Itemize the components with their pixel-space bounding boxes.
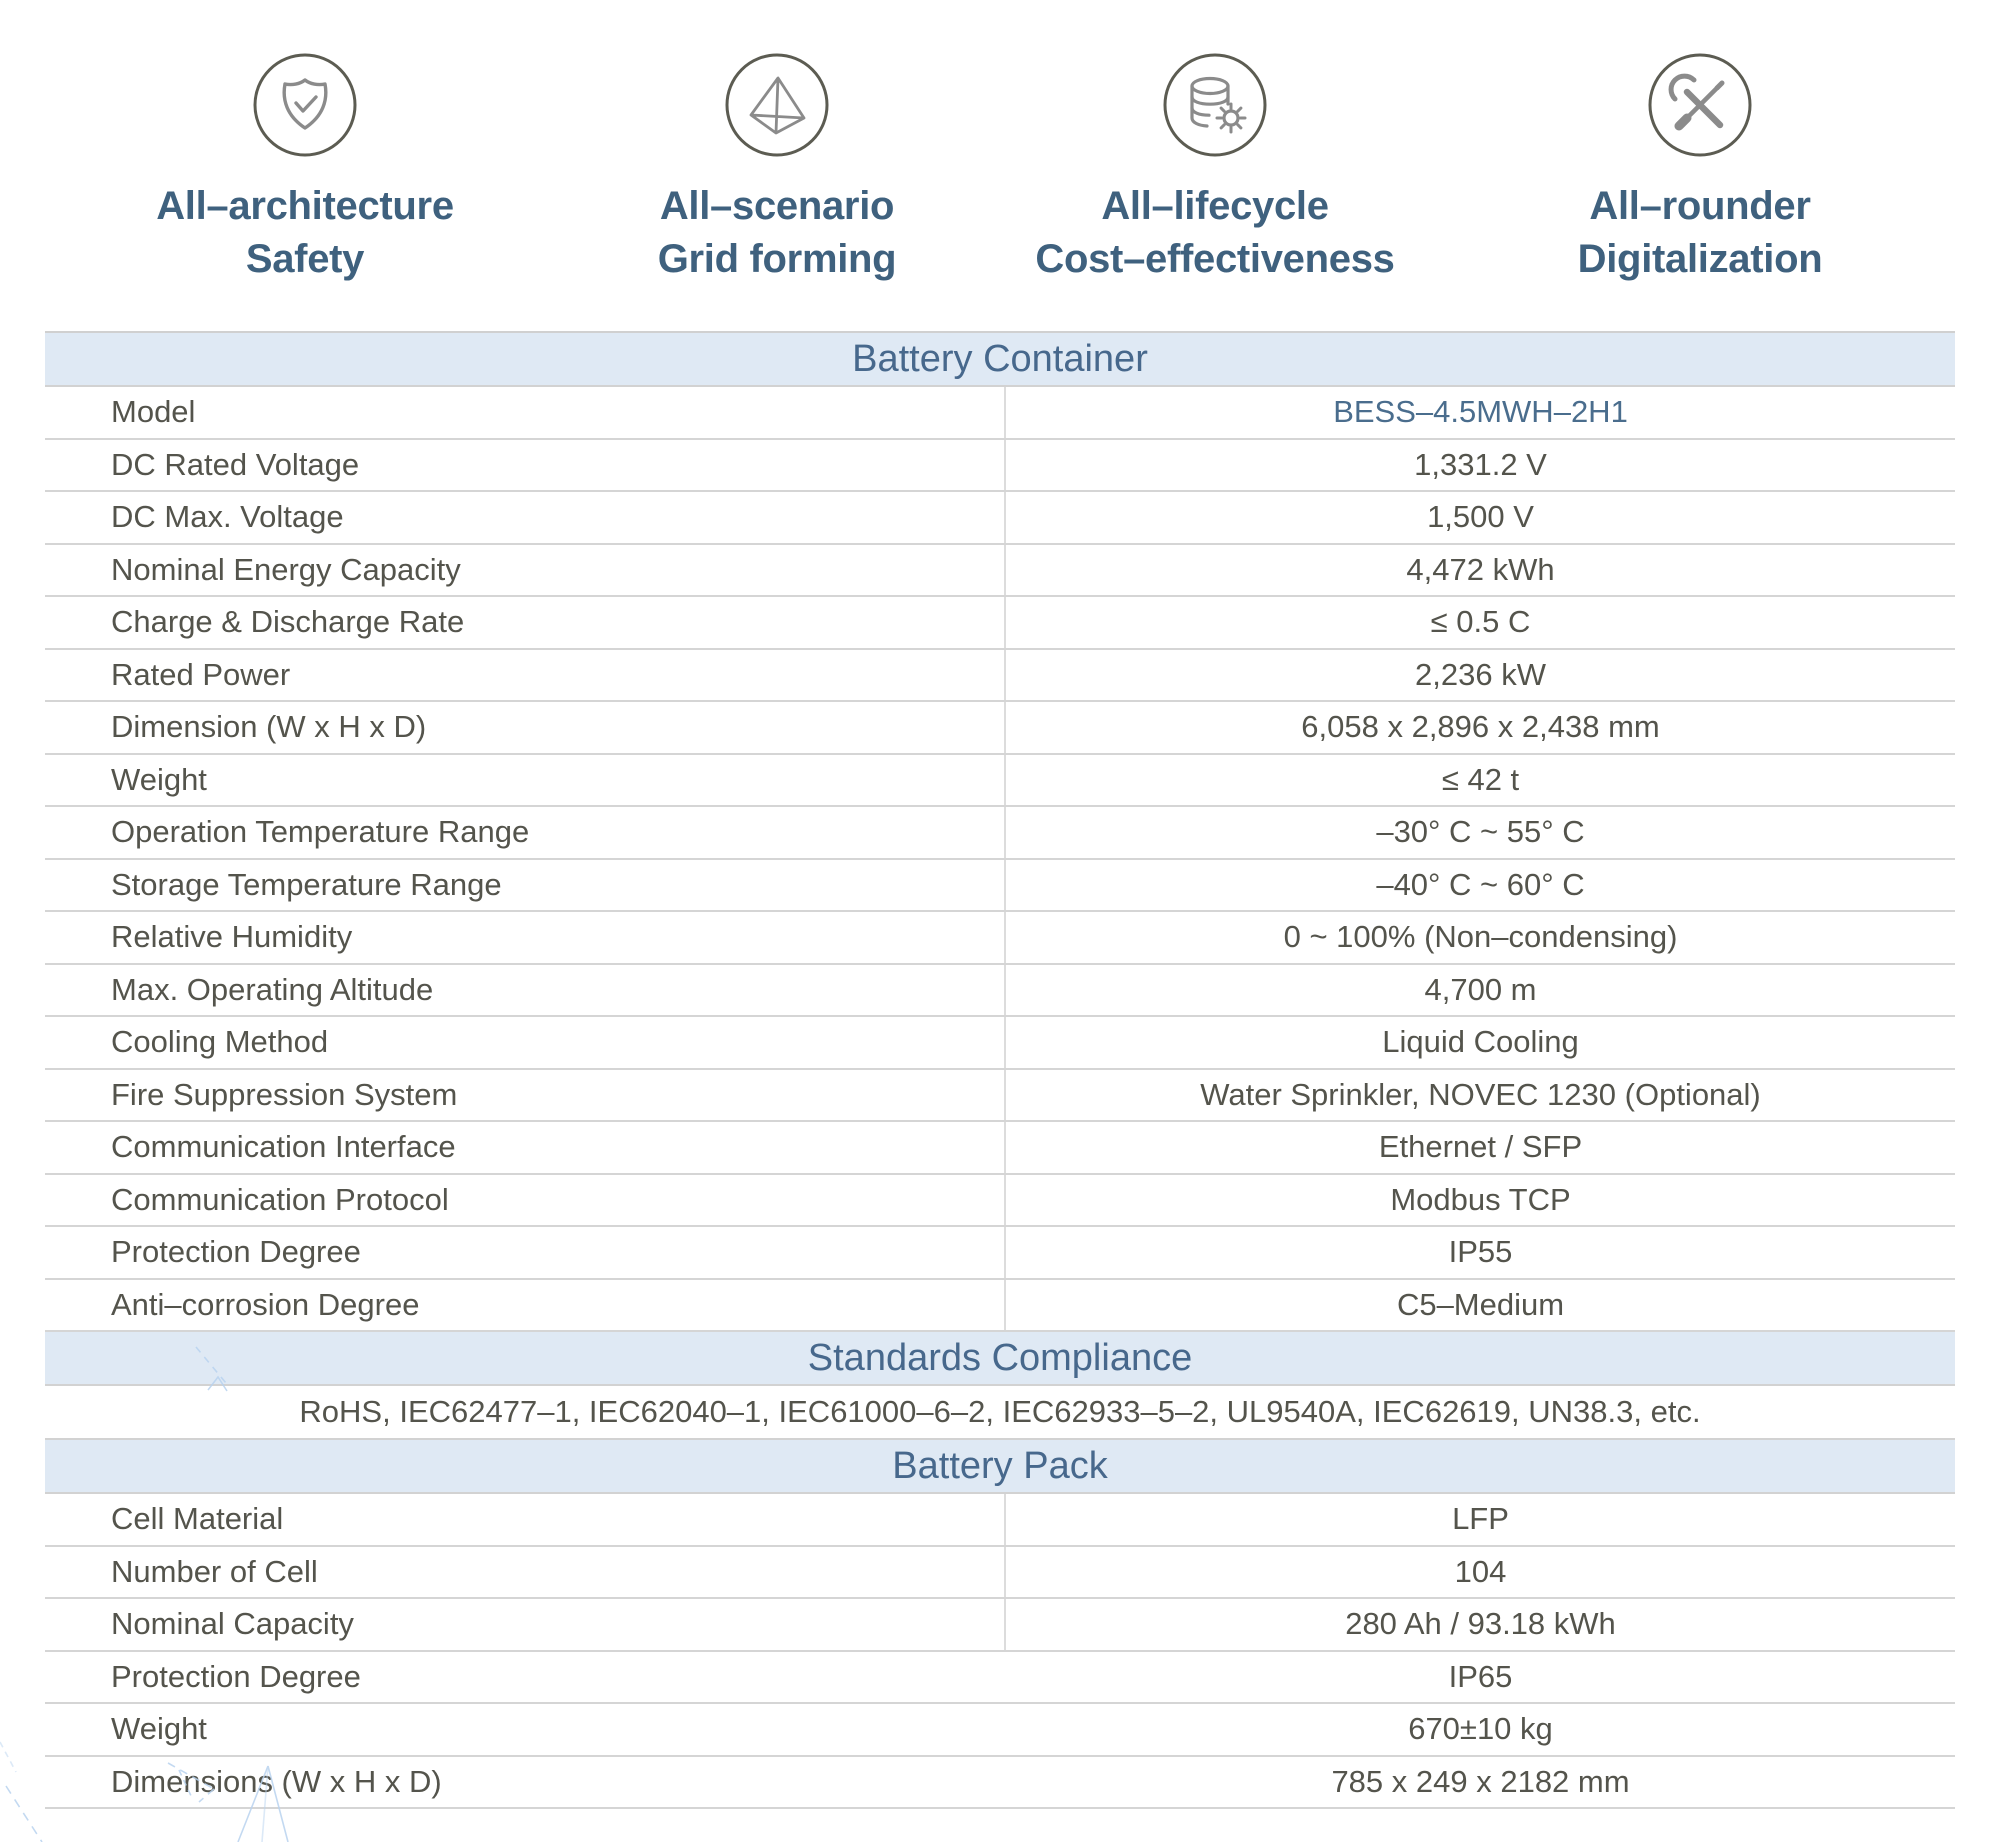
spec-value: 4,700 m bbox=[1424, 971, 1537, 1007]
section-header-standards-compliance bbox=[45, 1332, 1955, 1386]
spec-row bbox=[45, 1757, 1955, 1810]
spec-value: 785 x 249 x 2182 mm bbox=[1331, 1763, 1630, 1799]
feature-label-line2: Grid forming bbox=[657, 237, 897, 281]
section-title: Battery Pack bbox=[892, 1444, 1108, 1487]
spec-value: ≤ 0.5 C bbox=[1430, 604, 1531, 640]
spec-value: –30° C ~ 55° C bbox=[1376, 814, 1585, 850]
spec-row bbox=[45, 545, 1955, 598]
spec-label: Protection Degree bbox=[45, 1227, 1006, 1278]
spec-row bbox=[45, 1547, 1955, 1600]
spec-value: Liquid Cooling bbox=[1382, 1024, 1579, 1060]
spec-label: Relative Humidity bbox=[45, 912, 1006, 963]
spec-label: Operation Temperature Range bbox=[45, 807, 1006, 858]
feature-label-line2: Safety bbox=[245, 237, 365, 281]
crossed-tools-icon bbox=[1450, 52, 1950, 160]
spec-row bbox=[45, 912, 1955, 965]
feature-all-lifecycle-cost-effectiveness bbox=[965, 52, 1465, 286]
spec-row bbox=[45, 1017, 1955, 1070]
spec-row bbox=[45, 702, 1955, 755]
spec-label: Model bbox=[45, 387, 1006, 438]
spec-row bbox=[45, 1227, 1955, 1280]
spec-table bbox=[45, 331, 1955, 1809]
feature-all-architecture-safety bbox=[55, 52, 555, 286]
battery-pack-rows bbox=[45, 1494, 1955, 1809]
spec-row bbox=[45, 1652, 1955, 1705]
spec-row bbox=[45, 1175, 1955, 1228]
spec-label: Storage Temperature Range bbox=[45, 860, 1006, 911]
spec-label: DC Rated Voltage bbox=[45, 440, 1006, 491]
spec-row bbox=[45, 650, 1955, 703]
spec-label: Nominal Capacity bbox=[45, 1599, 1006, 1650]
section-header-battery-container bbox=[45, 333, 1955, 387]
spec-label: Charge & Discharge Rate bbox=[45, 597, 1006, 648]
spec-value: 1,500 V bbox=[1427, 499, 1534, 535]
spec-row bbox=[45, 492, 1955, 545]
spec-value: 670±10 kg bbox=[1408, 1711, 1553, 1747]
spec-label: DC Max. Voltage bbox=[45, 492, 1006, 543]
spec-label: Protection Degree bbox=[111, 1658, 361, 1694]
section-header-battery-pack bbox=[45, 1440, 1955, 1494]
spec-row bbox=[45, 440, 1955, 493]
spec-value: 280 Ah / 93.18 kWh bbox=[1345, 1606, 1616, 1642]
spec-row bbox=[45, 1122, 1955, 1175]
shield-check-icon bbox=[55, 52, 555, 160]
spec-value: Water Sprinkler, NOVEC 1230 (Optional) bbox=[1200, 1076, 1761, 1112]
standards-note: RoHS, IEC62477–1, IEC62040–1, IEC61000–6–2, IEC62933–5–2, UL9540A, IEC62619, UN38.3, etc. bbox=[299, 1394, 1701, 1429]
spec-label: Communication Interface bbox=[45, 1122, 1006, 1173]
section-title: Battery Container bbox=[852, 337, 1148, 380]
spec-value: 4,472 kWh bbox=[1406, 551, 1555, 587]
spec-row bbox=[45, 1494, 1955, 1547]
spec-label: Cooling Method bbox=[45, 1017, 1006, 1068]
spec-value: LFP bbox=[1452, 1501, 1509, 1537]
spec-value: 6,058 x 2,896 x 2,438 mm bbox=[1301, 709, 1660, 745]
spec-value: C5–Medium bbox=[1396, 1286, 1565, 1322]
spec-row bbox=[45, 965, 1955, 1018]
spec-row bbox=[45, 1280, 1955, 1333]
feature-label-line2: Digitalization bbox=[1577, 237, 1823, 281]
spec-value: 104 bbox=[1454, 1553, 1507, 1589]
spec-row bbox=[45, 1599, 1955, 1652]
feature-label-line1: All–scenario bbox=[659, 184, 895, 228]
spec-label: Communication Protocol bbox=[45, 1175, 1006, 1226]
spec-label: Dimensions (W x H x D) bbox=[111, 1763, 442, 1799]
spec-label: Max. Operating Altitude bbox=[45, 965, 1006, 1016]
spec-value: IP65 bbox=[1448, 1658, 1513, 1694]
spec-label: Cell Material bbox=[45, 1494, 1006, 1545]
feature-label-line2: Cost–effectiveness bbox=[1035, 237, 1395, 281]
spec-row bbox=[45, 1070, 1955, 1123]
spec-value: 2,236 kW bbox=[1415, 656, 1546, 692]
spec-value: ≤ 42 t bbox=[1441, 761, 1520, 797]
spec-label: Anti–corrosion Degree bbox=[45, 1280, 1006, 1331]
section-title: Standards Compliance bbox=[807, 1336, 1193, 1379]
spec-row bbox=[45, 387, 1955, 440]
spec-label: Weight bbox=[45, 755, 1006, 806]
feature-label-line1: All–lifecycle bbox=[1101, 184, 1329, 228]
feature-label-line1: All–rounder bbox=[1589, 184, 1811, 228]
spec-value: 1,331.2 V bbox=[1414, 446, 1547, 482]
spec-label: Rated Power bbox=[45, 650, 1006, 701]
spec-value: Ethernet / SFP bbox=[1378, 1129, 1583, 1165]
feature-all-scenario-grid-forming bbox=[527, 52, 1027, 286]
spec-value: Modbus TCP bbox=[1390, 1181, 1571, 1217]
spec-label: Fire Suppression System bbox=[45, 1070, 1006, 1121]
spec-label: Number of Cell bbox=[45, 1547, 1006, 1598]
spec-value: BESS–4.5MWH–2H1 bbox=[1333, 394, 1628, 430]
database-gear-icon bbox=[965, 52, 1465, 160]
spec-row bbox=[45, 597, 1955, 650]
spec-row bbox=[45, 807, 1955, 860]
spec-label: Nominal Energy Capacity bbox=[45, 545, 1006, 596]
spec-label: Dimension (W x H x D) bbox=[45, 702, 1006, 753]
spec-value: –40° C ~ 60° C bbox=[1376, 866, 1585, 902]
spec-label: Weight bbox=[111, 1711, 207, 1747]
spec-row bbox=[45, 1704, 1955, 1757]
standards-note-row bbox=[45, 1386, 1955, 1440]
spec-row bbox=[45, 860, 1955, 913]
spec-value: IP55 bbox=[1448, 1234, 1513, 1270]
battery-container-rows bbox=[45, 387, 1955, 1332]
spec-row bbox=[45, 755, 1955, 808]
feature-label-line1: All–architecture bbox=[156, 184, 454, 228]
spec-value: 0 ~ 100% (Non–condensing) bbox=[1283, 919, 1678, 955]
tetrahedron-icon bbox=[527, 52, 1027, 160]
feature-all-rounder-digitalization bbox=[1450, 52, 1950, 286]
